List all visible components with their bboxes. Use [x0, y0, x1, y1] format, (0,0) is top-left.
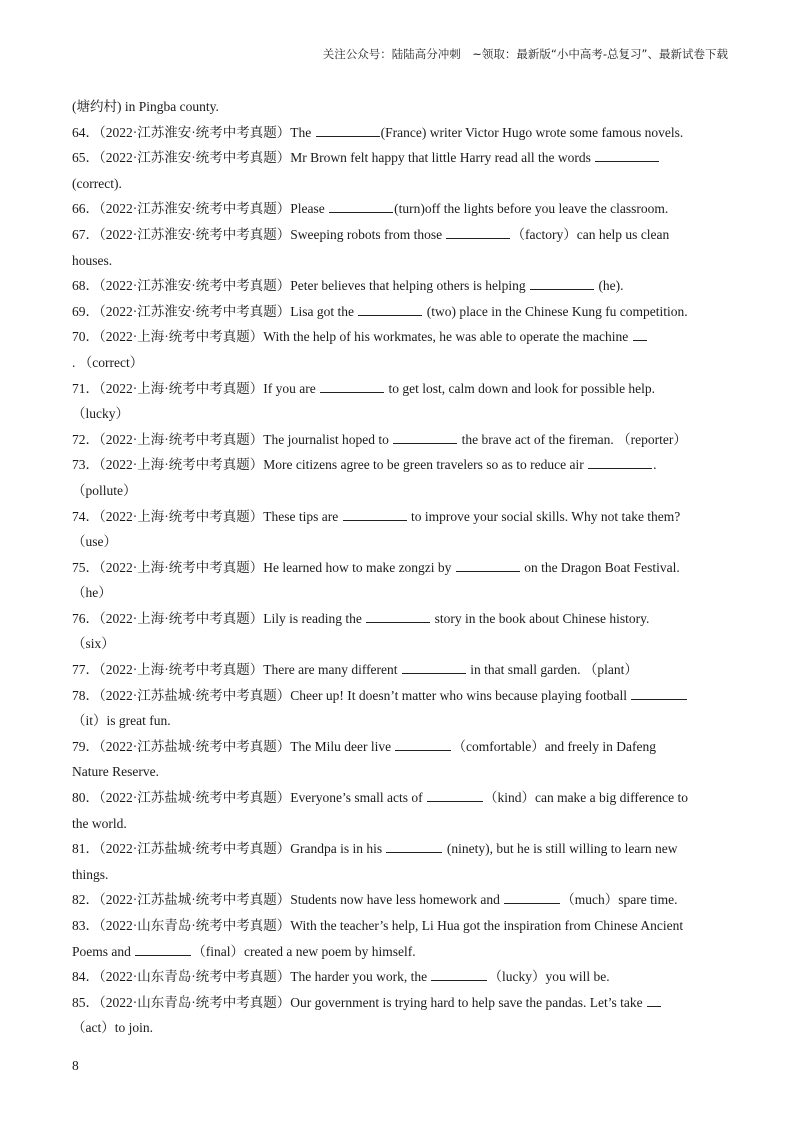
line-text-after-blank: （much）spare time.: [561, 892, 678, 908]
answer-blank: [316, 135, 380, 137]
line-text-after-blank: .: [653, 457, 657, 473]
question-line: [72, 504, 728, 530]
question-line: [72, 222, 728, 248]
question-line: [72, 478, 728, 504]
line-text: 67．（2022·江苏淮安·统考中考真题）Sweeping robots from those: [72, 226, 446, 242]
line-text: 73．（2022·上海·统考中考真题）More citizens agree to be green travelers so as to reduce air: [72, 457, 588, 473]
question-line: [72, 376, 728, 402]
answer-blank: [135, 954, 191, 956]
line-text: 85．（2022·山东青岛·统考中考真题）Our government is trying hard to help save the pandas. Let’s take: [72, 994, 647, 1010]
line-text: （he）: [72, 585, 112, 601]
line-text-after-blank: the brave act of the fireman. （reporter）: [458, 431, 687, 447]
question-line: [72, 350, 728, 376]
line-text: 80．（2022·江苏盐城·统考中考真题）Everyone’s small acts of: [72, 790, 426, 806]
question-line: [72, 862, 728, 888]
answer-blank: [504, 902, 560, 904]
answer-blank: [456, 570, 520, 572]
line-text: the world.: [72, 815, 127, 831]
line-text: 76．（2022·上海·统考中考真题）Lily is reading the: [72, 610, 366, 626]
question-line: [72, 913, 728, 939]
line-text: (correct).: [72, 175, 122, 191]
line-text-after-blank: to improve your social skills. Why not take them?: [407, 508, 681, 524]
line-text: （use）: [72, 534, 117, 550]
question-line: [72, 452, 728, 478]
line-text: 81．（2022·江苏盐城·统考中考真题）Grandpa is in his: [72, 841, 386, 857]
answer-blank: [530, 288, 594, 290]
answer-blank: [329, 211, 393, 213]
question-line: [72, 708, 728, 734]
line-text: Nature Reserve.: [72, 764, 159, 780]
line-text: 66．（2022·江苏淮安·统考中考真题）Please: [72, 201, 329, 217]
question-line: [72, 196, 728, 222]
line-text: （pollute）: [72, 482, 137, 498]
answer-blank: [386, 851, 442, 853]
question-line: [72, 171, 728, 197]
line-text: （six）: [72, 636, 115, 652]
question-line: [72, 401, 728, 427]
answer-blank: [395, 749, 451, 751]
line-text-after-blank: （lucky）you will be.: [488, 969, 610, 985]
line-text: things.: [72, 866, 109, 882]
line-text: （it）is great fun.: [72, 713, 171, 729]
question-line: [72, 529, 728, 555]
answer-blank: [366, 621, 430, 623]
line-text: 78．（2022·江苏盐城·统考中考真题）Cheer up! It doesn’t matter who wins because playing football: [72, 687, 631, 703]
question-line: [72, 324, 728, 350]
answer-blank: [427, 800, 483, 802]
line-text-after-blank: （kind）can make a big difference to: [483, 790, 689, 806]
question-line: [72, 683, 728, 709]
question-line: [72, 299, 728, 325]
line-text-after-blank: (France) writer Victor Hugo wrote some famous novels.: [380, 124, 684, 140]
line-text-after-blank: （comfortable）and freely in Dafeng: [452, 738, 657, 754]
question-line: [72, 94, 728, 120]
question-line: [72, 990, 728, 1016]
question-line: [72, 811, 728, 837]
question-line: [72, 887, 728, 913]
line-text-after-blank: story in the book about Chinese history.: [431, 610, 650, 626]
page-header: 关注公众号：陆陆高分冲刺 ~领取：最新版“小中高考-总复习”、最新试卷下载: [322, 47, 728, 61]
line-text-after-blank: （final）created a new poem by himself.: [192, 943, 416, 959]
question-line: [72, 273, 728, 299]
answer-blank: [595, 160, 659, 162]
line-text: 79．（2022·江苏盐城·统考中考真题）The Milu deer live: [72, 738, 395, 754]
answer-blank: [431, 979, 487, 981]
line-text: 70．（2022·上海·统考中考真题）With the help of his workmates, he was able to operate the machine: [72, 329, 632, 345]
line-text: 84．（2022·山东青岛·统考中考真题）The harder you work, the: [72, 969, 431, 985]
line-text: 83．（2022·山东青岛·统考中考真题）With the teacher’s help, Li Hua got the inspiration from Chinese Ancient: [72, 918, 684, 933]
question-line: [72, 964, 728, 990]
answer-blank: [393, 442, 457, 444]
line-text: 69．（2022·江苏淮安·统考中考真题）Lisa got the: [72, 303, 358, 319]
question-line: [72, 631, 728, 657]
question-line: [72, 657, 728, 683]
question-line: [72, 939, 728, 965]
line-text-after-blank: (two) place in the Chinese Kung fu competition.: [423, 303, 688, 319]
question-line: [72, 734, 728, 760]
page-number: 8: [72, 1058, 79, 1073]
question-line: [72, 248, 728, 274]
line-text: 65．（2022·江苏淮安·统考中考真题）Mr Brown felt happy that little Harry read all the words: [72, 150, 595, 166]
answer-blank: [446, 237, 510, 239]
answer-blank: [358, 314, 422, 316]
line-text: 74．（2022·上海·统考中考真题）These tips are: [72, 508, 342, 524]
line-text: 71．（2022·上海·统考中考真题）If you are: [72, 380, 320, 396]
answer-blank: [402, 672, 466, 674]
line-text: 72．（2022·上海·统考中考真题）The journalist hoped to: [72, 431, 393, 447]
question-line: [72, 580, 728, 606]
line-text: 68．（2022·江苏淮安·统考中考真题）Peter believes that helping others is helping: [72, 278, 530, 294]
line-text: Poems and: [72, 943, 135, 959]
line-text-after-blank: in that small garden. （plant）: [466, 662, 638, 678]
question-line: [72, 555, 728, 581]
line-text-after-blank: (turn)off the lights before you leave the classroom.: [394, 201, 669, 217]
line-text: 77．（2022·上海·统考中考真题）There are many different: [72, 662, 401, 678]
line-text-after-blank: on the Dragon Boat Festival.: [520, 559, 680, 575]
line-text-after-blank: to get lost, calm down and look for possible help.: [385, 380, 656, 396]
question-line: [72, 120, 728, 146]
answer-blank: [633, 339, 647, 341]
question-line: [72, 785, 728, 811]
line-text: 82．（2022·江苏盐城·统考中考真题）Students now have less homework and: [72, 892, 504, 908]
question-line: [72, 427, 728, 453]
line-text: . （correct）: [72, 354, 144, 370]
answer-blank: [588, 467, 652, 469]
line-text-after-blank: (ninety), but he is still willing to learn new: [443, 841, 678, 857]
line-text: 75．（2022·上海·统考中考真题）He learned how to make zongzi by: [72, 559, 455, 575]
question-line: [72, 145, 728, 171]
line-text: (塘约村) in Pingba county.: [72, 99, 219, 114]
line-text-after-blank: （factory）can help us clean: [511, 226, 670, 242]
question-line: [72, 759, 728, 785]
line-text: （lucky）: [72, 406, 129, 422]
question-line: [72, 1015, 728, 1041]
answer-blank: [631, 698, 687, 700]
question-line: [72, 836, 728, 862]
question-line: [72, 606, 728, 632]
line-text: houses.: [72, 252, 113, 268]
line-text: 64．（2022·江苏淮安·统考中考真题）The: [72, 124, 315, 140]
answer-blank: [343, 519, 407, 521]
line-text: （act）to join.: [72, 1020, 153, 1036]
answer-blank: [320, 391, 384, 393]
answer-blank: [647, 1005, 661, 1007]
question-list: [72, 94, 728, 1041]
line-text-after-blank: (he).: [595, 278, 624, 294]
